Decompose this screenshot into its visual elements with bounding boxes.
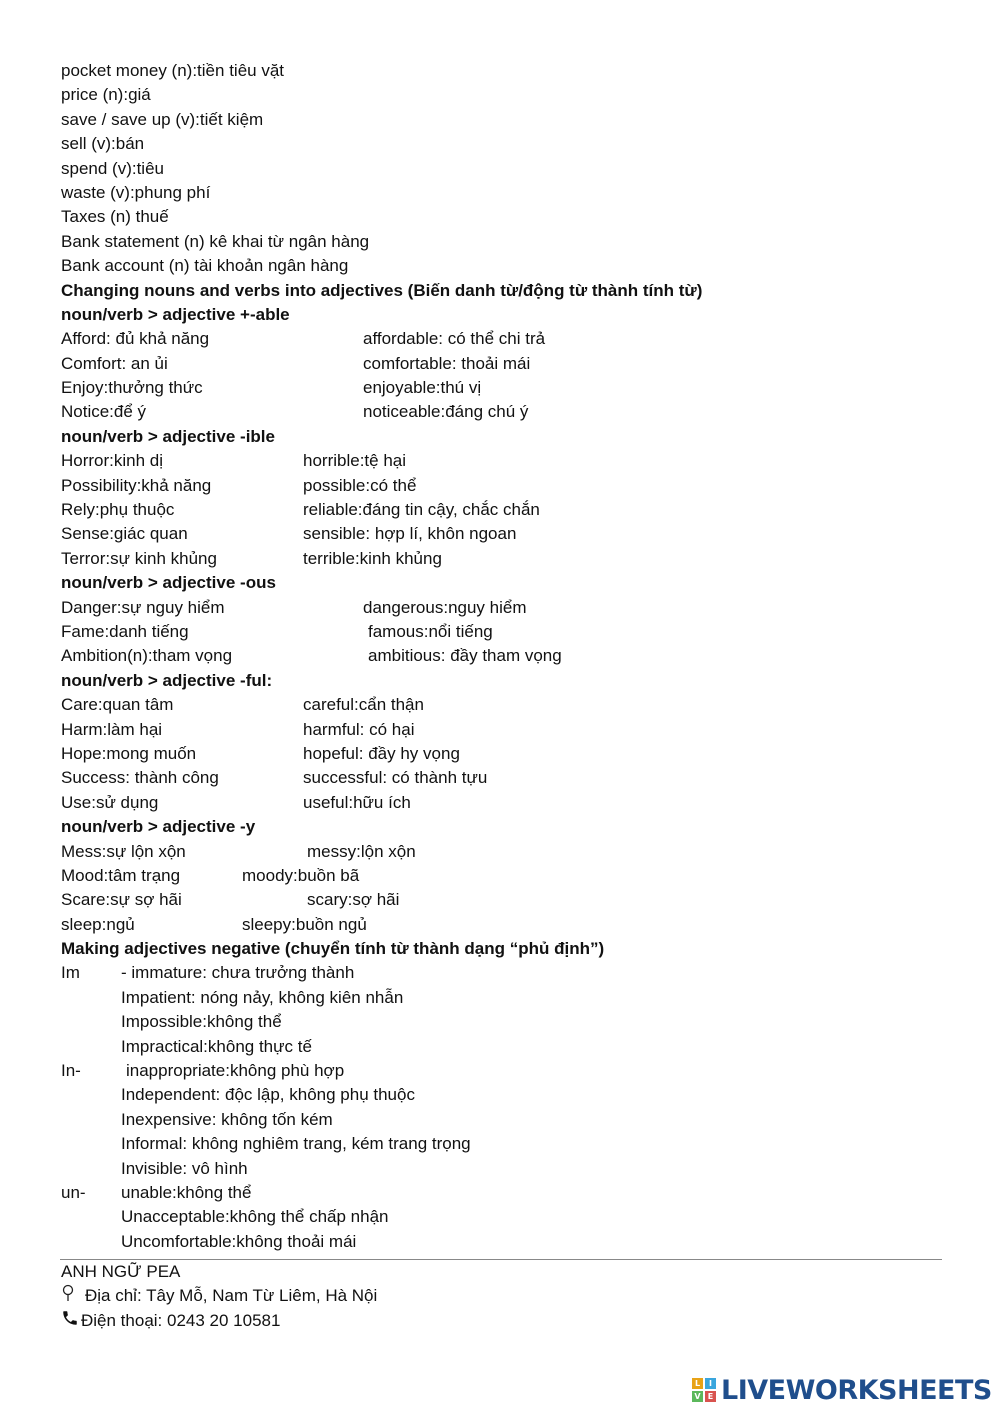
negative-adjective: Invisible: vô hình (121, 1158, 248, 1178)
base-word: Mess:sự lộn xộn (61, 841, 186, 861)
derived-word: horrible:tệ hại (303, 451, 407, 471)
base-word: Afford: đủ khả năng (61, 329, 210, 349)
negative-adjective: Impossible:không thể (121, 1012, 282, 1032)
map-pin-icon (61, 1284, 85, 1309)
word-pair-row (61, 522, 961, 546)
derived-word: careful:cẩn thận (303, 695, 424, 715)
prefix-row (61, 1181, 961, 1205)
word-pair-row (61, 864, 961, 888)
negative-adjective: Impatient: nóng nảy, không kiên nhẫn (121, 987, 404, 1007)
derived-word: dangerous:nguy hiểm (363, 597, 527, 617)
prefix-row (61, 1205, 961, 1229)
footer-org: ANH NGỮ PEA (61, 1262, 181, 1281)
base-word: Enjoy:thưởng thức (61, 378, 203, 398)
prefix-row (61, 1132, 961, 1156)
derived-word: sensible: hợp lí, khôn ngoan (303, 524, 517, 544)
base-word: Use:sử dụng (61, 792, 159, 812)
prefix-row (61, 1035, 961, 1059)
negative-adjective: - immature: chưa trưởng thành (121, 963, 355, 983)
vocab-item: sell (v):bán (61, 134, 145, 154)
derived-word: successful: có thành tựu (303, 768, 488, 788)
base-word: Harm:làm hại (61, 719, 163, 739)
derived-word: useful:hữu ích (303, 792, 411, 812)
derived-word: comfortable: thoải mái (363, 353, 531, 373)
base-word: Hope:mong muốn (61, 743, 197, 763)
section-heading-negative: Making adjectives negative (chuyển tính từ thành dạng “phủ định”) (61, 939, 605, 959)
vocab-item: spend (v):tiêu (61, 158, 164, 178)
derived-word: famous:nổi tiếng (368, 621, 493, 641)
base-word: Sense:giác quan (61, 524, 188, 544)
prefix-label: In- (61, 1061, 81, 1081)
word-pair-row (61, 596, 961, 620)
footer-phone-row (61, 1309, 377, 1333)
subheading-able: noun/verb > adjective +-able (61, 304, 290, 324)
word-pair-row (61, 498, 961, 522)
prefix-row (61, 1083, 961, 1107)
footer (61, 1260, 377, 1333)
subheading-y: noun/verb > adjective -y (61, 817, 256, 837)
word-pair-row (61, 888, 961, 912)
logo-letter: V (692, 1391, 703, 1402)
derived-word: moody:buồn bã (242, 865, 360, 885)
logo-letter: L (692, 1378, 703, 1389)
word-pair-row (61, 693, 961, 717)
word-pair-row (61, 474, 961, 498)
base-word: Scare:sự sợ hãi (61, 890, 182, 910)
derived-word: affordable: có thể chi trả (363, 329, 546, 349)
vocab-item: Bank account (n) tài khoản ngân hàng (61, 256, 349, 276)
derived-word: noticeable:đáng chú ý (363, 402, 529, 422)
prefix-label: un- (61, 1182, 86, 1202)
logo-letter: E (705, 1391, 716, 1402)
word-pair-row (61, 376, 961, 400)
logo-letter: I (705, 1378, 716, 1389)
liveworksheets-logo (692, 1374, 992, 1406)
logo-text: LIVEWORKSHEETS (721, 1374, 992, 1406)
subheading-ful: noun/verb > adjective -ful: (61, 670, 273, 690)
vocab-item: Bank statement (n) kê khai từ ngân hàng (61, 231, 370, 251)
base-word: Ambition(n):tham vọng (61, 646, 233, 666)
prefix-row (61, 1108, 961, 1132)
prefix-row (61, 1059, 961, 1083)
footer-phone: Điện thoại: 0243 20 10581 (81, 1310, 281, 1330)
phone-icon (61, 1309, 81, 1334)
worksheet-content (61, 59, 961, 1254)
subheading-ous: noun/verb > adjective -ous (61, 573, 276, 593)
derived-word: reliable:đáng tin cậy, chắc chắn (303, 500, 540, 520)
derived-word: enjoyable:thú vị (363, 378, 482, 398)
vocab-item: waste (v):phung phí (61, 182, 211, 202)
prefix-row (61, 1010, 961, 1034)
word-pair-row (61, 766, 961, 790)
negative-adjective: Inexpensive: không tốn kém (121, 1109, 333, 1129)
base-word: sleep:ngủ (61, 914, 135, 934)
base-word: Comfort: an ủi (61, 353, 168, 373)
subheading-ible: noun/verb > adjective -ible (61, 426, 275, 446)
vocab-item: price (n):giá (61, 85, 151, 105)
word-pair-row (61, 791, 961, 815)
prefix-row (61, 1157, 961, 1181)
derived-word: possible:có thể (303, 475, 417, 495)
derived-word: terrible:kinh khủng (303, 548, 442, 568)
word-pair-row (61, 718, 961, 742)
derived-word: messy:lộn xộn (307, 841, 416, 861)
prefix-row (61, 1230, 961, 1254)
prefix-row (61, 986, 961, 1010)
base-word: Fame:danh tiếng (61, 621, 189, 641)
word-pair-row (61, 644, 961, 668)
negative-adjective: Independent: độc lập, không phụ thuộc (121, 1085, 415, 1105)
footer-address-row (61, 1284, 377, 1308)
derived-word: harmful: có hại (303, 719, 415, 739)
section-heading-adjectives: Changing nouns and verbs into adjectives (Biến danh từ/động từ thành tính từ) (61, 280, 703, 300)
base-word: Notice:để ý (61, 402, 147, 422)
base-word: Horror:kinh dị (61, 451, 164, 471)
word-pair-row (61, 742, 961, 766)
derived-word: sleepy:buồn ngủ (242, 914, 367, 934)
base-word: Danger:sự nguy hiểm (61, 597, 225, 617)
word-pair-row (61, 400, 961, 424)
negative-adjective: Unacceptable:không thể chấp nhận (121, 1207, 389, 1227)
base-word: Terror:sự kinh khủng (61, 548, 217, 568)
word-pair-row (61, 913, 961, 937)
derived-word: hopeful: đầy hy vọng (303, 743, 460, 763)
word-pair-row (61, 547, 961, 571)
base-word: Mood:tâm trạng (61, 865, 181, 885)
vocab-item: pocket money (n):tiền tiêu vặt (61, 61, 285, 80)
negative-adjective: inappropriate:không phù hợp (126, 1061, 345, 1081)
derived-word: scary:sợ hãi (307, 890, 400, 910)
base-word: Possibility:khả năng (61, 475, 212, 495)
negative-adjective: Impractical:không thực tế (121, 1036, 312, 1056)
negative-adjective: Uncomfortable:không thoải mái (121, 1231, 357, 1251)
word-pair-row (61, 327, 961, 351)
word-pair-row (61, 352, 961, 376)
vocab-item: save / save up (v):tiết kiệm (61, 109, 264, 129)
vocab-item: Taxes (n) thuế (61, 207, 169, 227)
footer-address: Địa chỉ: Tây Mỗ, Nam Từ Liêm, Hà Nội (85, 1286, 378, 1306)
logo-mark-icon (692, 1378, 716, 1402)
word-pair-row (61, 449, 961, 473)
base-word: Care:quan tâm (61, 695, 174, 715)
negative-adjective: Informal: không nghiêm trang, kém trang trọng (121, 1134, 471, 1154)
prefix-row (61, 961, 961, 985)
word-pair-row (61, 840, 961, 864)
prefix-label: Im (61, 963, 80, 983)
negative-adjective: unable:không thể (121, 1182, 252, 1202)
base-word: Rely:phụ thuộc (61, 500, 175, 520)
derived-word: ambitious: đầy tham vọng (368, 646, 562, 666)
base-word: Success: thành công (61, 768, 219, 788)
word-pair-row (61, 620, 961, 644)
